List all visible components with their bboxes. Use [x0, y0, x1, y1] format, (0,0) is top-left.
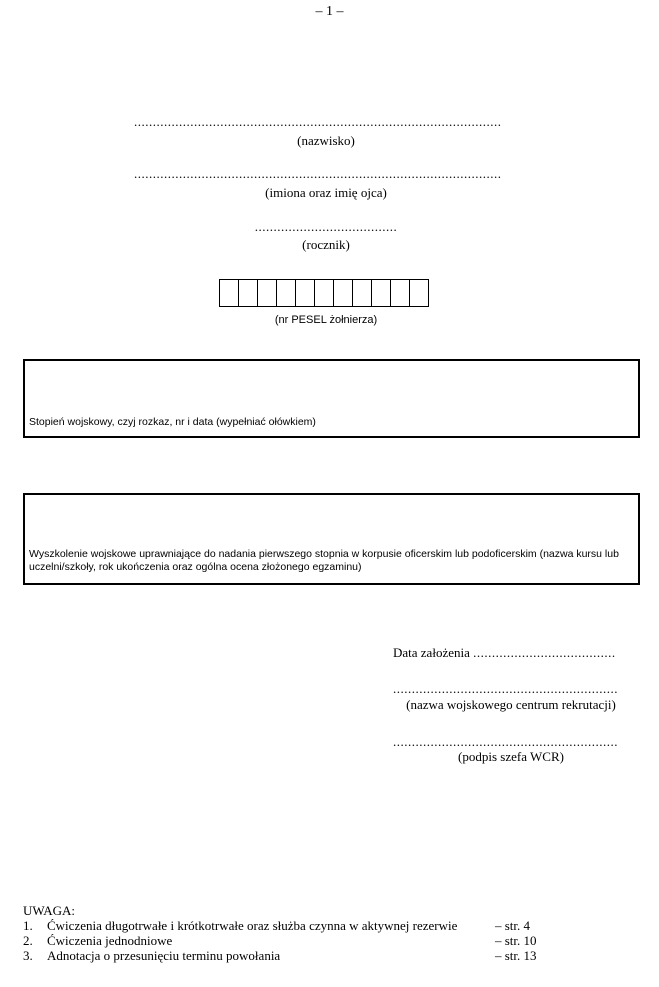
pesel-digit-cell[interactable] [276, 279, 296, 307]
rank-box-label: Stopień wojskowy, czyj rozkaz, nr i data (wypełniać ołówkiem) [29, 416, 316, 428]
note-item-text: Ćwiczenia jednodniowe [47, 933, 173, 948]
training-box-label: Wyszkolenie wojskowe uprawniające do nadania pierwszego stopnia w korpusie oficerskim lub podoficerskim (nazwa kursu lub uczelni/szkoły, rok ukończenia oraz ogólna ocena złożonego egzaminu) [29, 548, 619, 573]
pesel-digit-cell[interactable] [333, 279, 353, 307]
note-item-page: – str. 13 [495, 948, 537, 963]
surname-caption: (nazwisko) [297, 133, 355, 148]
pesel-digit-cell[interactable] [371, 279, 391, 307]
pesel-digit-cell[interactable] [314, 279, 334, 307]
pesel-grid[interactable] [219, 279, 429, 307]
year-dotted-line[interactable]: ...................................... [254, 219, 398, 234]
note-item-number: 1. [23, 918, 33, 933]
pesel-digit-cell[interactable] [257, 279, 277, 307]
signature-dotted-line[interactable]: ............................................................ [393, 734, 618, 749]
wcr-caption: (nazwa wojskowego centrum rekrutacji) [406, 697, 616, 712]
note-item-text: Adnotacja o przesunięciu terminu powołania [47, 948, 281, 963]
pesel-digit-cell[interactable] [352, 279, 372, 307]
surname-dotted-line[interactable]: .................................................................................................. [134, 114, 502, 129]
rank-box[interactable] [23, 359, 640, 438]
pesel-digit-cell[interactable] [390, 279, 410, 307]
note-item-text: Ćwiczenia długotrwałe i krótkotrwałe oraz służba czynna w aktywnej rezerwie [47, 918, 458, 933]
date-founded-dots[interactable]: ...................................... [473, 645, 616, 660]
page-number: – 1 – [315, 4, 344, 19]
year-caption: (rocznik) [302, 237, 350, 252]
pesel-digit-cell[interactable] [409, 279, 429, 307]
note-item-page: – str. 4 [495, 918, 531, 933]
pesel-caption: (nr PESEL żołnierza) [274, 314, 378, 326]
pesel-digit-cell[interactable] [295, 279, 315, 307]
date-founded-row [393, 645, 629, 661]
signature-caption: (podpis szefa WCR) [458, 749, 564, 764]
pesel-digit-cell[interactable] [219, 279, 239, 307]
names-caption: (imiona oraz imię ojca) [265, 185, 387, 200]
training-box[interactable] [23, 493, 640, 585]
names-dotted-line[interactable]: .................................................................................................. [134, 166, 502, 181]
note-heading: UWAGA: [23, 903, 75, 918]
wcr-dotted-line[interactable]: ............................................................ [393, 681, 618, 696]
date-founded-label: Data założenia [393, 645, 470, 660]
note-item-number: 2. [23, 933, 33, 948]
note-item-page: – str. 10 [495, 933, 537, 948]
pesel-digit-cell[interactable] [238, 279, 258, 307]
note-item-number: 3. [23, 948, 33, 963]
